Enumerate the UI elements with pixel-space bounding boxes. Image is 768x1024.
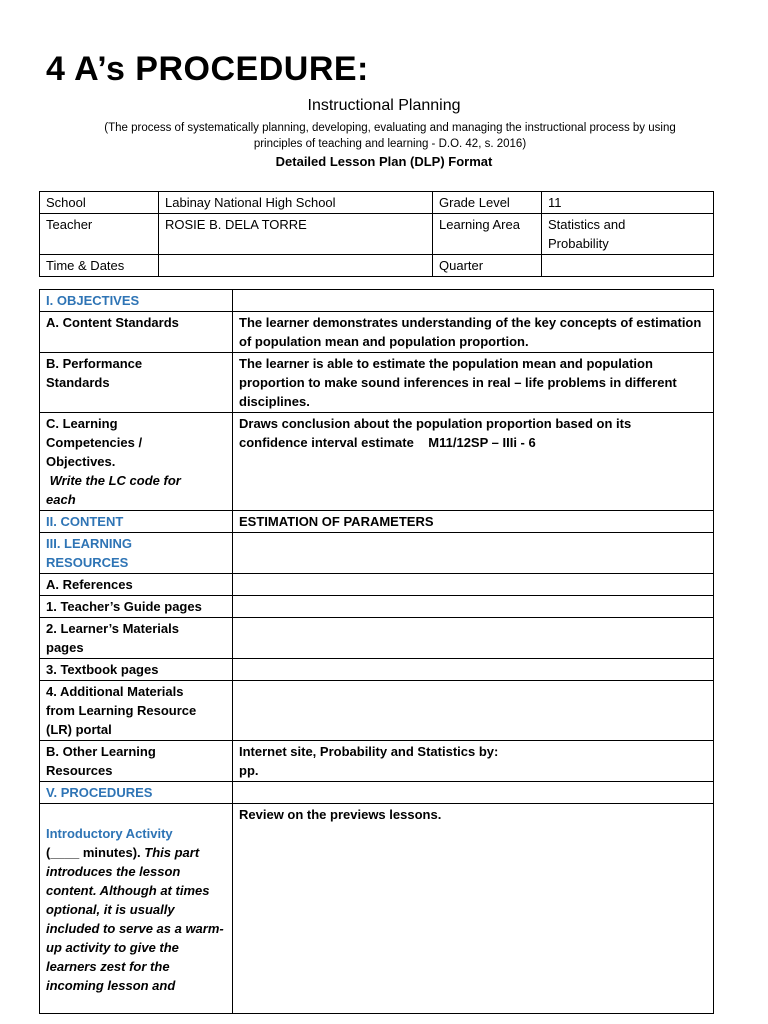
other-value-line-2: pp. bbox=[239, 763, 259, 778]
lc-value-line-2: confidence interval estimate M11/12SP – IIIi - 6 bbox=[239, 435, 536, 450]
resources-line-2: RESOURCES bbox=[46, 555, 129, 570]
introductory-activity-value: Review on the previews lessons. bbox=[233, 804, 714, 1014]
performance-standards-label bbox=[40, 353, 233, 413]
teacher-label: Teacher bbox=[40, 214, 159, 255]
school-label: School bbox=[40, 192, 159, 214]
row-additional-materials bbox=[40, 681, 714, 741]
row-learning-resources bbox=[40, 533, 714, 574]
format-title: Detailed Lesson Plan (DLP) Format bbox=[275, 154, 493, 169]
lc-label-line-1: C. Learning bbox=[46, 416, 118, 431]
area-value bbox=[542, 214, 714, 255]
teachers-guide-empty bbox=[233, 596, 714, 618]
references-empty bbox=[233, 574, 714, 596]
note-line-1: (The process of systematically planning, developing, evaluating and managing the instructional process by using bbox=[104, 122, 676, 134]
content-standards-label: A. Content Standards bbox=[40, 312, 233, 353]
learning-resources-empty bbox=[233, 533, 714, 574]
additional-materials-empty bbox=[233, 681, 714, 741]
intro-minutes: (____ minutes). bbox=[46, 845, 141, 860]
learning-competencies-label bbox=[40, 413, 233, 511]
procedures-heading: V. PROCEDURES bbox=[40, 782, 233, 804]
row-textbook bbox=[40, 659, 714, 681]
lc-label-line-4: Write the LC code for bbox=[46, 473, 181, 488]
intro-description: This part introduces the lesson content. Although at times optional, it is usually included to serve as a warm-up activity to give the learners zest for the incoming lesson and bbox=[46, 845, 224, 993]
subtitle: Instructional Planning bbox=[307, 97, 461, 114]
info-row-time bbox=[40, 255, 714, 277]
content-value: ESTIMATION OF PARAMETERS bbox=[233, 511, 714, 533]
lc-label-line-2: Competencies / bbox=[46, 435, 143, 450]
row-teachers-guide bbox=[40, 596, 714, 618]
objectives-heading: I. OBJECTIVES bbox=[40, 290, 233, 312]
introductory-activity-label bbox=[40, 804, 233, 1014]
school-value: Labinay National High School bbox=[159, 192, 433, 214]
other-resources-value bbox=[233, 741, 714, 782]
row-content-standards bbox=[40, 312, 714, 353]
textbook-label: 3. Textbook pages bbox=[40, 659, 233, 681]
grade-label: Grade Level bbox=[433, 192, 542, 214]
lm-line-2: pages bbox=[46, 640, 84, 655]
textbook-empty bbox=[233, 659, 714, 681]
grade-value: 11 bbox=[542, 192, 714, 214]
row-references bbox=[40, 574, 714, 596]
row-content bbox=[40, 511, 714, 533]
references-label: A. References bbox=[40, 574, 233, 596]
other-label-line-1: B. Other Learning bbox=[46, 744, 156, 759]
row-objectives bbox=[40, 290, 714, 312]
resources-line-1: III. LEARNING bbox=[46, 536, 132, 551]
learning-resources-heading bbox=[40, 533, 233, 574]
content-heading: II. CONTENT bbox=[40, 511, 233, 533]
performance-standards-value: The learner is able to estimate the population mean and population proportion to make sound inferences in real – life problems in different disciplines. bbox=[233, 353, 714, 413]
teachers-guide-label: 1. Teacher’s Guide pages bbox=[40, 596, 233, 618]
note bbox=[60, 120, 720, 152]
lesson-plan-table bbox=[39, 289, 714, 1014]
time-label: Time & Dates bbox=[40, 255, 159, 277]
additional-line-2: from Learning Resource bbox=[46, 703, 197, 718]
info-row-teacher bbox=[40, 214, 714, 255]
quarter-value bbox=[542, 255, 714, 277]
performance-label-line-2: Standards bbox=[46, 375, 110, 390]
area-value-line-2: Probability bbox=[548, 236, 609, 251]
other-resources-label bbox=[40, 741, 233, 782]
row-other-resources bbox=[40, 741, 714, 782]
row-learners-materials bbox=[40, 618, 714, 659]
additional-line-3: (LR) portal bbox=[46, 722, 112, 737]
content-standards-value: The learner demonstrates understanding of the key concepts of estimation of population mean and population proportion. bbox=[233, 312, 714, 353]
learners-materials-label bbox=[40, 618, 233, 659]
info-table bbox=[39, 191, 714, 277]
lc-label-line-3: Objectives. bbox=[46, 454, 116, 469]
other-label-line-2: Resources bbox=[46, 763, 113, 778]
note-line-2: principles of teaching and learning - D.O. 42, s. 2016) bbox=[253, 138, 527, 150]
time-value bbox=[159, 255, 433, 277]
area-value-line-1: Statistics and bbox=[548, 217, 626, 232]
procedures-empty bbox=[233, 782, 714, 804]
area-label: Learning Area bbox=[433, 214, 542, 255]
objectives-empty bbox=[233, 290, 714, 312]
row-learning-competencies bbox=[40, 413, 714, 511]
page-title: 4 A’s PROCEDURE: bbox=[46, 50, 369, 88]
additional-line-1: 4. Additional Materials bbox=[46, 684, 184, 699]
lc-label-line-5: each bbox=[46, 492, 76, 507]
additional-materials-label bbox=[40, 681, 233, 741]
quarter-label: Quarter bbox=[433, 255, 542, 277]
lm-line-1: 2. Learner’s Materials bbox=[46, 621, 179, 636]
info-row-school bbox=[40, 192, 714, 214]
other-value-line-1: Internet site, Probability and Statistics by: bbox=[239, 744, 499, 759]
teacher-value: ROSIE B. DELA TORRE bbox=[159, 214, 433, 255]
row-introductory-activity bbox=[40, 804, 714, 1014]
row-performance-standards bbox=[40, 353, 714, 413]
learners-materials-empty bbox=[233, 618, 714, 659]
learning-competencies-value bbox=[233, 413, 714, 511]
lc-value-line-1: Draws conclusion about the population proportion based on its bbox=[239, 416, 632, 431]
intro-title: Introductory Activity bbox=[46, 826, 173, 841]
row-procedures bbox=[40, 782, 714, 804]
performance-label-line-1: B. Performance bbox=[46, 356, 143, 371]
